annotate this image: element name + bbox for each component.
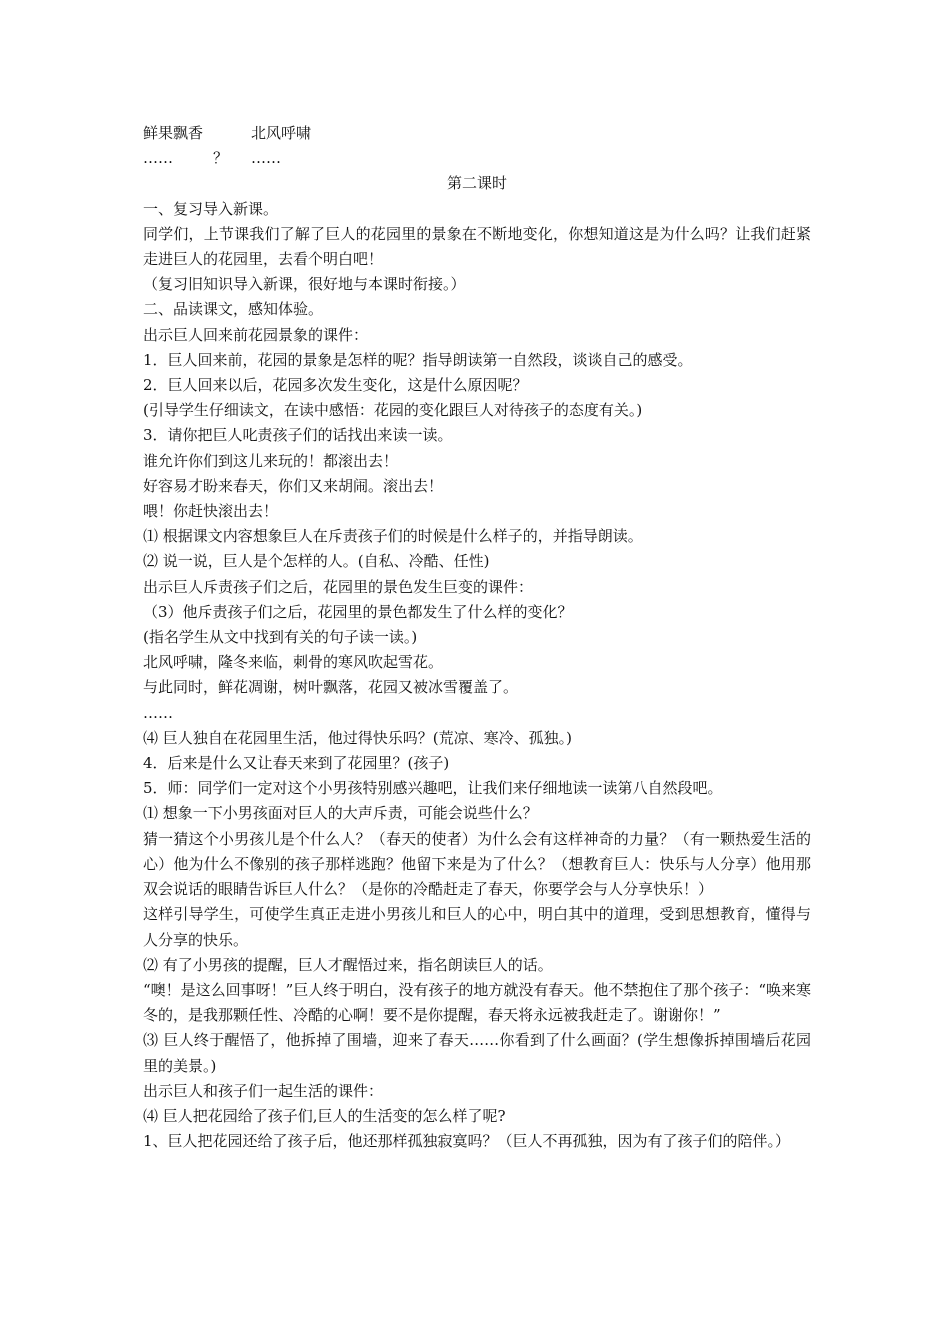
document-page: [143, 121, 811, 1154]
paragraph-23: 5．师：同学们一定对这个小男孩特别感兴趣吧，让我们来仔细地读一读第八自然段吧。: [143, 779, 723, 798]
paragraph-1: 一、复习导入新课。: [143, 199, 279, 218]
top-row-1: [143, 121, 811, 146]
top-row-2-cell-2: ？: [213, 149, 229, 168]
paragraph-27: ⑵ 有了小男孩的提醒，巨人才醒悟过来，指名朗读巨人的话。: [143, 955, 553, 974]
paragraph-26: 这样引导学生，可使学生真正走进小男孩儿和巨人的心中，明白其中的道理，受到思想教育，懂得与人分享的快乐。: [143, 905, 811, 949]
paragraph-18: 北风呼啸，隆冬来临，刺骨的寒风吹起雪花。: [143, 653, 444, 672]
top-row-2: [143, 146, 811, 171]
paragraph-19: 与此同时，鲜花凋谢，树叶飘落，花园又被冰雪覆盖了。: [143, 678, 519, 697]
paragraph-28: “噢！是这么回事呀！”巨人终于明白，没有孩子的地方就没有春天。他不禁抱住了那个孩子：“唤来寒冬的，是我那颗任性、冷酷的心啊！要不是你提醒，春天将永远被我赶走了。谢谢你！”: [143, 980, 812, 1025]
paragraph-13: ⑴ 根据课文内容想象巨人在斥责孩子们的时候是什么样子的，并指导朗读。: [143, 527, 643, 546]
lesson-title: 第二课时: [446, 174, 507, 193]
paragraph-16: （3）他斥责孩子们之后，花园里的景色都发生了什么样的变化？: [143, 602, 573, 621]
paragraph-2: 同学们，上节课我们了解了巨人的花园里的景象在不断地变化，你想知道这是为什么吗？让我们赶紧走进巨人的花园里，去看个明白吧！: [143, 224, 811, 269]
paragraph-6: 1．巨人回来前，花园的景象是怎样的呢？指导朗读第一自然段，谈谈自己的感受。: [143, 350, 693, 369]
top-row-2-cell-3: ……: [251, 149, 281, 168]
paragraph-10: 谁允许你们到这儿来玩的！都滚出去！: [143, 451, 399, 470]
paragraph-17: (指名学生从文中找到有关的句子读一读。): [143, 628, 418, 647]
paragraph-3: （复习旧知识导入新课，很好地与本课时衔接。）: [143, 275, 466, 294]
paragraph-20: ……: [143, 703, 173, 722]
paragraph-32: 1、巨人把花园还给了孩子后，他还那样孤独寂寞吗？（巨人不再孤独，因为有了孩子们的陪伴。）: [143, 1132, 791, 1151]
paragraph-8: (引导学生仔细读文，在读中感悟：花园的变化跟巨人对待孩子的态度有关。): [143, 401, 643, 420]
paragraph-31: ⑷ 巨人把花园给了孩子们,巨人的生活变的怎么样了呢?: [143, 1106, 506, 1125]
top-row-2-cell-1: ……: [143, 149, 173, 168]
paragraph-7: 2．巨人回来以后，花园多次发生变化，这是什么原因呢？: [143, 376, 528, 395]
paragraph-25: 猜一猜这个小男孩儿是个什么人？（春天的使者）为什么会有这样神奇的力量？（有一颗热爱生活的心）他为什么不像别的孩子那样逃跑？他留下来是为了什么？（想教育巨人：快乐与人分享）他用那双会说话的眼睛告诉巨人什么？（是你的冷酷赶走了春天，你要学会与人分享快乐！）: [143, 829, 811, 899]
paragraph-11: 好容易才盼来春天，你们又来胡闹。滚出去！: [143, 476, 444, 495]
top-row-1-cell-1: 鲜果飘香: [143, 124, 204, 142]
top-row-1-cell-2: 北风呼啸: [251, 124, 312, 142]
paragraph-29: ⑶ 巨人终于醒悟了，他拆掉了围墙，迎来了春天……你看到了什么画面？(学生想像拆掉围墙后花园里的美景。): [143, 1031, 811, 1075]
paragraph-4: 二、品读课文，感知体验。: [143, 300, 324, 319]
paragraph-12: 喂！你赶快滚出去！: [143, 502, 279, 521]
paragraph-24: ⑴ 想象一下小男孩面对巨人的大声斥责，可能会说些什么？: [143, 804, 538, 823]
paragraph-22: 4．后来是什么又让春天来到了花园里？(孩子): [143, 754, 450, 773]
paragraph-9: 3．请你把巨人叱责孩子们的话找出来读一读。: [143, 426, 453, 445]
paragraph-21: ⑷ 巨人独自在花园里生活，他过得快乐吗？(荒凉、寒冷、孤独。): [143, 728, 572, 747]
paragraph-5: 出示巨人回来前花园景象的课件：: [143, 325, 369, 344]
paragraph-14: ⑵ 说一说，巨人是个怎样的人。(自私、冷酷、任性): [143, 552, 490, 571]
paragraph-30: 出示巨人和孩子们一起生活的课件：: [143, 1081, 384, 1100]
paragraph-15: 出示巨人斥责孩子们之后，花园里的景色发生巨变的课件：: [143, 577, 534, 596]
